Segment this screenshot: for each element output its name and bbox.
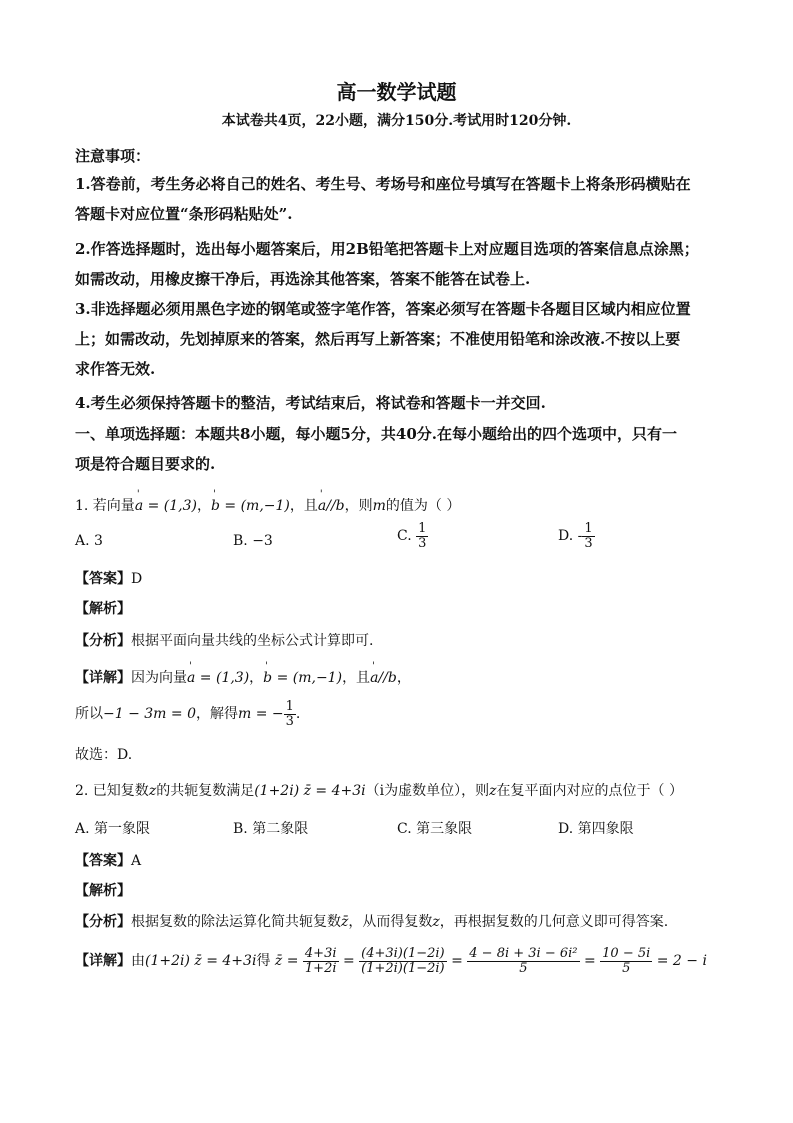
- section-heading-line-1: 一、单项选择题：本题共8小题，每小题5分，共40分.在每小题给出的四个选项中，只有一: [75, 425, 677, 443]
- q1-step-fraction: [284, 700, 296, 728]
- q1-solution: [75, 667, 411, 687]
- q2-xiangjie-de: 得: [256, 953, 271, 970]
- q1-xiangjie-pre: 因为向量: [131, 670, 187, 686]
- q1-vector-a: ' a = (1,3): [135, 498, 197, 514]
- q1-step-pre: 所以: [75, 706, 103, 723]
- q1-parallel: ' a//b: [318, 498, 345, 514]
- notice-item-3-line-1: 3.非选择题必须用黑色字迹的钢笔或签字笔作答，答案必须写在答题卡各题目区域内相应位置: [75, 300, 691, 318]
- q2-tail: 在复平面内对应的点位于（ ）: [496, 783, 683, 799]
- q1-option-c-denominator: 3: [418, 535, 427, 551]
- q2-prefix: 2. 已知复数: [75, 783, 149, 799]
- q2-equals-3: =: [583, 953, 596, 970]
- q2-option-d: D. 第四象限: [558, 821, 634, 837]
- q1-option-d-numerator: 1: [584, 521, 593, 536]
- q1-comma: ，: [196, 498, 211, 514]
- q2-fraction-2-numerator: (4+3i)(1−2i): [361, 946, 445, 961]
- q2-option-b: B. 第二象限: [233, 821, 309, 837]
- q1-fenxi-text: 根据平面向量共线的坐标公式计算即可.: [131, 633, 374, 649]
- page-title: 高一数学试题: [336, 80, 457, 104]
- q1-step: [75, 700, 300, 728]
- q2-xiangjie-zbar: z̄ =: [274, 953, 299, 970]
- q2-fraction-4-denominator: 5: [600, 961, 652, 976]
- q1-fenxi-tag: 【分析】: [75, 633, 131, 649]
- q2-fraction-3-numerator: 4 − 8i + 3i − 6i²: [469, 946, 578, 961]
- q1-analysis-tag: 【解析】: [75, 601, 131, 617]
- q2-option-a: A. 第一象限: [75, 821, 151, 837]
- q1-xiangjie-cond: ，且: [342, 670, 371, 686]
- q2-fraction-2-denominator: (1+2i)(1−2i): [361, 960, 445, 976]
- q2-answer-tag: 【答案】: [75, 853, 131, 869]
- q1-answer-tag: 【答案】: [75, 571, 131, 587]
- q2-fraction-3: [467, 947, 579, 975]
- q1-step-numerator: 1: [285, 699, 294, 714]
- q1-option-a: A. 3: [75, 533, 103, 549]
- q1-option-d-label: D. -: [558, 528, 583, 545]
- notice-item-1-line-2: 答题卡对应位置“条形码粘贴处”.: [75, 205, 293, 223]
- q2-mid-1: 的共轭复数满足: [156, 783, 255, 799]
- q1-step-mid: ，解得: [196, 706, 238, 723]
- q1-xiangjie-vector-a: ' a = (1,3): [187, 670, 249, 686]
- q2-equals-1: =: [342, 953, 355, 970]
- q2-fenxi-zbar: z̄: [341, 914, 349, 930]
- q1-tail: 的值为（ ）: [385, 498, 461, 514]
- q1-answer-value: D: [131, 571, 143, 587]
- q1-step-end: .: [295, 706, 301, 723]
- notice-item-3-line-3: 求作答无效.: [75, 360, 156, 378]
- q1-step-m: m = −: [238, 706, 284, 723]
- q2-mid-2: （i为虚数单位），则: [365, 783, 490, 799]
- q1-option-c-label: C.: [397, 528, 412, 545]
- section-heading-line-2: 项是符合题目要求的.: [75, 455, 216, 473]
- q2-fenxi-end: ，再根据复数的几何意义即可得答案.: [439, 914, 669, 930]
- q1-xiangjie-end: ，: [396, 670, 411, 686]
- q1-ask: ，则: [344, 498, 373, 514]
- notice-item-4: 4.考生必须保持答题卡的整洁，考试结束后，将试卷和答题卡一并交回.: [75, 394, 546, 412]
- q1-xiangjie-parallel: ' a//b: [370, 670, 397, 686]
- q1-option-c-fraction: [416, 522, 428, 550]
- q2-solution: [75, 947, 707, 975]
- q2-xiangjie-tag: 【详解】: [75, 953, 131, 970]
- q1-xiangjie-tag: 【详解】: [75, 670, 131, 686]
- q1-analysis: [75, 630, 373, 650]
- notice-item-3-line-2: 上；如需改动，先划掉原来的答案，然后再写上新答案；不准使用铅笔和涂改液.不按以上要: [75, 330, 681, 348]
- q1-xiangjie-vector-b: ' b = (m,−1): [263, 670, 342, 686]
- q2-answer: [75, 850, 141, 870]
- notice-item-2-line-2: 如需改动，用橡皮擦干净后，再选涂其他答案，答案不能答在试卷上.: [75, 270, 531, 288]
- q1-step-equation: −1 − 3m = 0: [103, 706, 196, 723]
- q2-fenxi-pre: 根据复数的除法运算化简共轭复数: [131, 914, 341, 930]
- q1-vector-b: ' b = (m,−1): [211, 498, 290, 514]
- q2-fraction-4-numerator: 10 − 5i: [602, 946, 651, 961]
- q1-prefix: 1. 若向量: [75, 498, 135, 514]
- q1-step-denominator: 3: [285, 713, 294, 729]
- q1-answer: [75, 568, 142, 588]
- q1-conclusion: 故选：D.: [75, 747, 133, 763]
- q2-fraction-4: [600, 947, 652, 975]
- q2-z: z: [148, 783, 157, 799]
- notice-item-1-line-1: 1.答卷前，考生务必将自己的姓名、考生号、考场号和座位号填写在答题卡上将条形码横贴在: [75, 175, 691, 193]
- question-2-stem: [75, 780, 683, 800]
- q2-fenxi-tag: 【分析】: [75, 914, 131, 930]
- q1-option-d-fraction: [582, 522, 594, 550]
- notice-heading: 注意事项：: [75, 147, 151, 165]
- q2-option-c: C. 第三象限: [397, 821, 473, 837]
- q2-analysis-tag: 【解析】: [75, 883, 131, 899]
- q1-variable-m: m: [372, 498, 386, 514]
- q2-xiangjie-equation: (1+2i) z̄ = 4+3i: [145, 953, 257, 970]
- exam-subtitle: 本试卷共4页，22小题，满分150分.考试用时120分钟.: [221, 113, 572, 129]
- q1-xiangjie-comma: ，: [249, 670, 264, 686]
- q2-fenxi-z: z: [432, 914, 440, 930]
- q1-condition: ，且: [289, 498, 318, 514]
- q1-option-c: [397, 522, 428, 550]
- q2-analysis: [75, 911, 668, 931]
- q1-option-d-denominator: 3: [584, 535, 593, 551]
- q2-answer-value: A: [131, 853, 142, 869]
- q2-equation: (1+2i) z̄ = 4+3i: [254, 783, 366, 799]
- q2-fraction-1-denominator: 1+2i: [304, 960, 337, 976]
- notice-item-2-line-1: 2.作答选择题时，选出每小题答案后，用2B铅笔把答题卡上对应题目选项的答案信息点涂黑；: [75, 240, 699, 258]
- q2-fenxi-mid: ，从而得复数: [348, 914, 433, 930]
- q1-option-b: B. −3: [233, 533, 273, 549]
- q2-result: = 2 − i: [656, 953, 707, 970]
- q2-fraction-3-denominator: 5: [467, 961, 579, 976]
- q2-xiangjie-pre: 由: [131, 953, 145, 970]
- q2-z-second: z: [489, 783, 497, 799]
- q2-fraction-2: [359, 947, 446, 975]
- question-1-stem: [75, 495, 460, 515]
- q1-option-d: [558, 522, 595, 550]
- q2-fraction-1: [303, 947, 339, 975]
- q2-equals-2: =: [451, 953, 463, 970]
- q1-option-c-numerator: 1: [418, 521, 427, 536]
- q2-fraction-1-numerator: 4+3i: [304, 946, 337, 961]
